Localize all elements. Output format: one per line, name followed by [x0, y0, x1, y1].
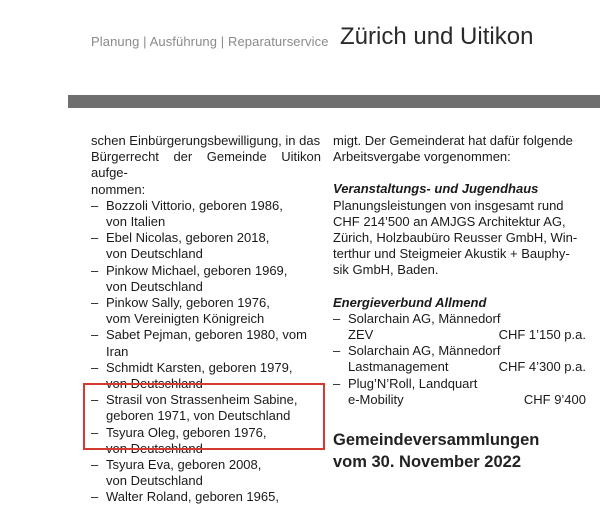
body-line: Zürich, Holzbaubüro Reusser GmbH, Win-: [333, 230, 578, 246]
list-item: – Solarchain AG, Männedorf Lastmanagement CHF 4’300 p.a.: [333, 343, 586, 375]
page-title: Zürich und Uitikon: [340, 23, 534, 50]
intro-line: Bürgerrecht der Gemeinde Uitikon aufge-: [91, 149, 321, 181]
list-item: – Plug’N’Roll, Landquart e-Mobility CHF 9’400: [333, 375, 586, 407]
list-item: – Tsyura Oleg, geboren 1976, von Deutschland: [91, 424, 267, 456]
section-title: Energieverbund Allmend: [333, 294, 487, 310]
list-item: – Sabet Pejman, geboren 1980, vom Iran: [91, 327, 307, 359]
naturalization-list: [91, 198, 321, 506]
list-item: – Bozzoli Vittorio, geboren 1986, von Italien: [91, 197, 283, 230]
header-divider-bar: [68, 95, 600, 108]
right-column: [333, 133, 588, 408]
intro-line: nommen:: [91, 181, 146, 197]
intro-line: migt. Der Gemeinderat hat dafür folgende: [333, 133, 573, 148]
section-body: [333, 198, 588, 279]
section-heading: Gemeindeversammlungen vom 30. November 2022: [333, 431, 540, 471]
price-value: CHF 4’300 p.a.: [498, 359, 586, 375]
price-value: CHF 1’150 p.a.: [498, 327, 586, 343]
body-line: sik GmbH, Baden.: [333, 262, 439, 278]
list-item: – Schmidt Karsten, geboren 1979, von Deutschland: [91, 359, 293, 392]
right-intro: [333, 133, 588, 165]
list-item: – Pinkow Michael, geboren 1969, von Deutschland: [91, 262, 288, 294]
list-item: – Pinkow Sally, geboren 1976, vom Vereinigten Königreich: [91, 295, 270, 327]
list-item: – Solarchain AG, Männedorf ZEV CHF 1’150 p.a.: [333, 310, 586, 343]
price-value: CHF 9’400: [523, 391, 586, 407]
list-item: – Walter Roland, geboren 1965,: [91, 489, 279, 505]
list-item: – Tsyura Eva, geboren 2008, von Deutschland: [91, 457, 262, 489]
body-line: terthur und Steigmeier Akustik + Bauphy-: [333, 246, 570, 262]
header-tagline: Planung | Ausführung | Reparaturservice: [91, 34, 329, 49]
body-line: CHF 214’500 an AMJGS Architektur AG,: [333, 213, 566, 229]
section-title: Veranstaltungs- und Jugendhaus: [333, 181, 539, 197]
intro-line: Arbeitsvergabe vorgenommen:: [333, 149, 511, 165]
price-list: [333, 311, 588, 408]
intro-line: schen Einbürgerungsbewilligung, in das: [91, 133, 321, 148]
body-line: Planungsleistungen von insgesamt rund: [333, 197, 564, 213]
left-intro: [91, 133, 321, 198]
highlight-box: [83, 383, 325, 450]
list-item: – Ebel Nicolas, geboren 2018, von Deutschland: [91, 230, 270, 262]
list-item: – Strasil von Strassenheim Sabine, geboren 1971, von Deutschland: [91, 392, 298, 424]
